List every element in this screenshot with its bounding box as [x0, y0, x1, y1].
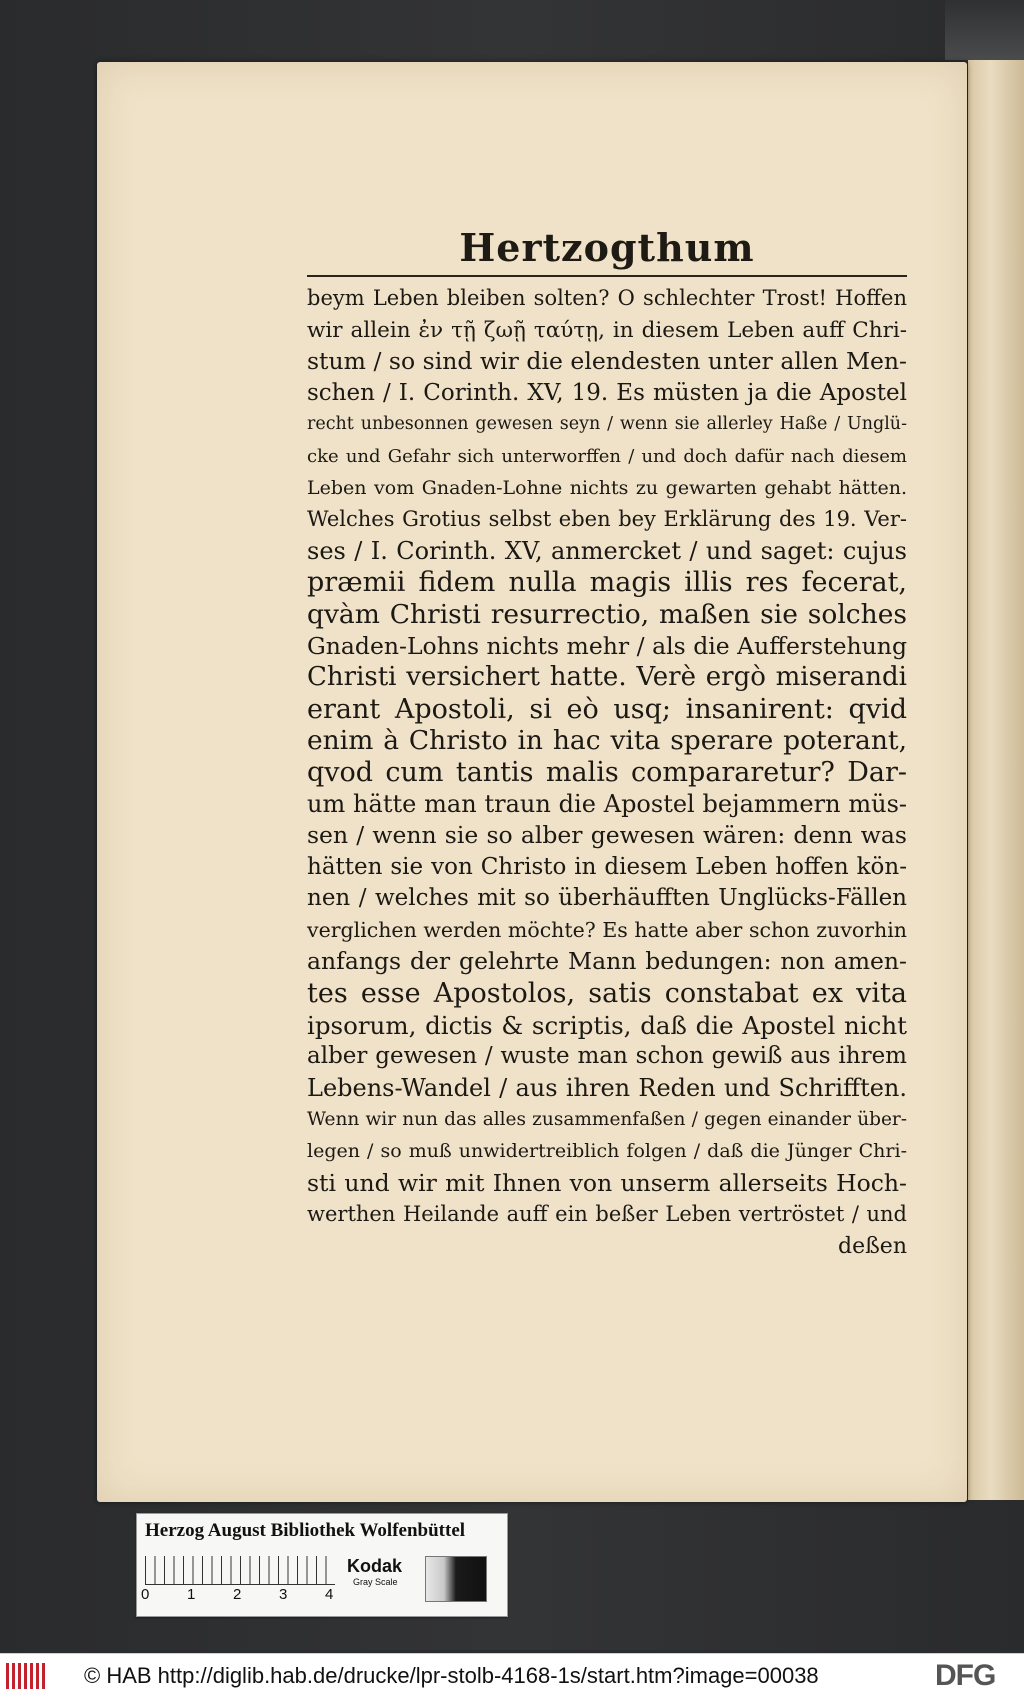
text-line: um hätte man traun die Apostel bejammern müs- — [307, 789, 907, 818]
text-line: recht unbesonnen gewesen seyn / wenn sie allerley Haße / Unglü- — [307, 414, 907, 435]
ruler-number: 4 — [325, 1586, 334, 1603]
text-line: præmii fidem nulla magis illis res fecerat, — [307, 567, 907, 599]
ruler-numbers — [141, 1586, 351, 1608]
text-line: Wenn wir nun das alles zusammenfaßen / gegen einander über- — [307, 1109, 907, 1131]
running-head: Hertzogthum — [459, 225, 755, 270]
text-line: hätten sie von Christo in diesem Leben hoffen kön- — [307, 853, 907, 880]
text-line: Christi versichert hatte. Verè ergò miserandi — [307, 662, 907, 693]
color-target-card — [136, 1513, 508, 1617]
text-line: stum / so sind wir die elendesten unter allen Men- — [307, 347, 907, 376]
text-line: Lebens-Wandel / aus ihren Reden und Schrifften. — [307, 1073, 907, 1102]
gray-scale-label: Gray Scale — [353, 1577, 398, 1587]
kodak-label: Kodak — [347, 1556, 403, 1576]
book-edge-top — [945, 0, 1024, 60]
text-line: beym Leben bleiben solten? O schlechter Trost! Hoffen — [307, 286, 907, 310]
book-edge-right — [968, 60, 1024, 1500]
text-line: werthen Heilande auff ein beßer Leben vertröstet / und — [307, 1202, 907, 1227]
head-rule — [307, 275, 907, 277]
text-line: anfangs der gelehrte Mann bedungen: non amen- — [307, 947, 907, 976]
hab-logo-icon — [6, 1663, 46, 1689]
text-line: ses / I. Corinth. XV, anmercket / und saget: cujus — [307, 536, 907, 565]
ruler-number: 1 — [187, 1586, 196, 1603]
text-line: qvod cum tantis malis compararetur? Dar- — [307, 756, 907, 788]
text-line: tes esse Apostolos, satis constabat ex vita — [307, 978, 907, 1010]
text-line: verglichen werden möchte? Es hatte aber schon zuvorhin — [307, 917, 907, 942]
ruler-number: 2 — [233, 1586, 242, 1603]
text-line: qvàm Christi resurrectio, maßen sie solches — [307, 598, 907, 630]
gray-swatch — [425, 1556, 487, 1602]
catchword: deßen — [838, 1233, 907, 1259]
dfg-logo: DFG — [935, 1659, 996, 1692]
target-title: Herzog August Bibliothek Wolfenbüttel — [145, 1520, 466, 1541]
text-line: Leben vom Gnaden-Lohne nichts zu gewarten gehabt hätten. — [307, 476, 907, 499]
text-line: sen / wenn sie so alber gewesen wären: denn was — [307, 821, 907, 850]
text-line: sti und wir mit Ihnen von unserm allerseits Hoch- — [307, 1168, 907, 1197]
text-line: cke und Gefahr sich unterworffen / und doch dafür nach diesem — [307, 445, 907, 467]
text-line: erant Apostoli, si eò usq; insanirent: qvid — [307, 693, 907, 725]
ruler-number: 0 — [141, 1586, 150, 1603]
text-line: schen / I. Corinth. XV, 19. Es müsten ja die Apostel — [307, 379, 907, 406]
ruler-number: 3 — [279, 1586, 288, 1603]
viewer-footer — [0, 1653, 1024, 1698]
text-line: wir allein ἐν τῇ ζωῇ ταύτῃ, in diesem Leben auff Chri- — [307, 317, 907, 343]
text-line: alber gewesen / wuste man schon gewiß aus ihrem — [307, 1043, 907, 1070]
text-line: enim à Christo in hac vita sperare poterant, — [307, 725, 907, 757]
text-line: Welches Grotius selbst eben bey Erklärung des 19. Ver- — [307, 507, 907, 532]
text-line: Gnaden-Lohns nichts mehr / als die Aufferstehung — [307, 631, 907, 660]
page-text-block — [307, 225, 907, 1262]
ruler-scale — [145, 1556, 335, 1585]
text-line: ipsorum, dictis & scriptis, daß die Apostel nicht — [307, 1010, 907, 1040]
footer-link[interactable]: © HAB http://diglib.hab.de/drucke/lpr-stolb-4168-1s/start.htm?image=00038 — [84, 1663, 819, 1688]
text-line: nen / welches mit so überhäufften Unglücks-Fällen — [307, 885, 907, 912]
text-line: legen / so muß unwidertreiblich folgen / daß die Jünger Chri- — [307, 1140, 907, 1163]
